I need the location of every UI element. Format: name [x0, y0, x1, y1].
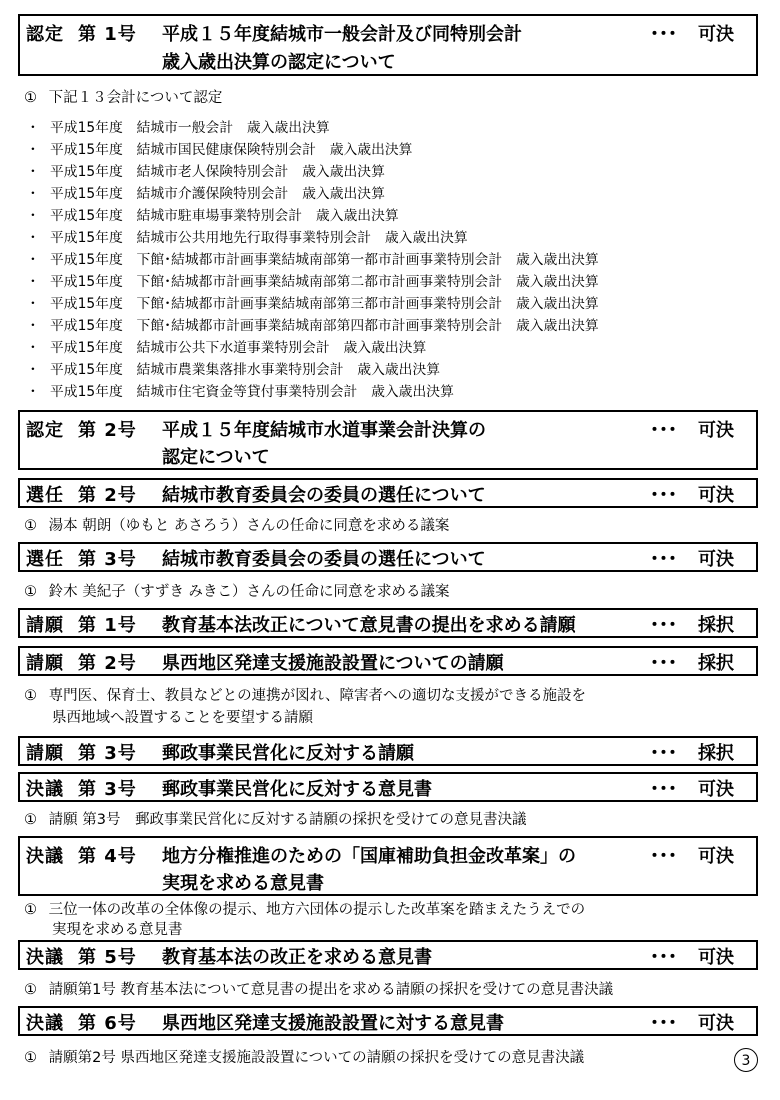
account-item — [26, 182, 385, 202]
account-text: 平成15年度 結城市国民健康保険特別会計 歳入歳出決算 — [50, 142, 413, 158]
item-number: 第 3号 — [78, 549, 137, 570]
bullet-icon: ・ — [26, 120, 40, 136]
note-text: 下記１３会計について認定 — [48, 90, 223, 106]
item-header-ketsugi-3 — [18, 772, 758, 802]
circled-one-icon: ① — [24, 902, 37, 918]
item-kind: 請願 — [26, 653, 64, 674]
account-text: 平成15年度 下館･結城都市計画事業結城南部第一都市計画事業特別会計 歳入歳出決算 — [50, 252, 599, 268]
bullet-icon: ・ — [26, 142, 40, 158]
note-text: 実現を求める意見書 — [52, 922, 183, 938]
note-continued — [52, 706, 313, 727]
item-result: 可決 — [698, 1013, 734, 1034]
note-text: 請願第1号 教育基本法について意見書の提出を求める請願の採択を受けての意見書決議 — [48, 982, 614, 998]
note — [24, 808, 526, 829]
item-dots: ･･･ — [650, 24, 677, 45]
note-continued — [52, 918, 183, 939]
item-number: 第 4号 — [78, 846, 137, 867]
account-item — [26, 160, 385, 180]
item-number: 第 3号 — [78, 743, 137, 764]
note-text: 県西地域へ設置することを要望する請願 — [52, 710, 313, 726]
account-text: 平成15年度 下館･結城都市計画事業結城南部第四都市計画事業特別会計 歳入歳出決算 — [50, 318, 599, 334]
item-result: 可決 — [698, 779, 734, 800]
item-header-nintei-2 — [18, 410, 758, 470]
item-result: 可決 — [698, 24, 734, 45]
item-title: 教育基本法の改正を求める意見書 — [162, 947, 432, 968]
account-text: 平成15年度 結城市住宅資金等貸付事業特別会計 歳入歳出決算 — [50, 384, 454, 400]
circled-one-icon: ① — [24, 812, 37, 828]
item-header-seigan-3 — [18, 736, 758, 766]
item-dots: ･･･ — [650, 743, 677, 764]
item-title: 郵政事業民営化に反対する請願 — [162, 743, 414, 764]
account-text: 平成15年度 下館･結城都市計画事業結城南部第二都市計画事業特別会計 歳入歳出決算 — [50, 274, 599, 290]
item-title: 県西地区発達支援施設設置に対する意見書 — [162, 1013, 504, 1034]
account-item — [26, 314, 599, 334]
note — [24, 514, 449, 535]
bullet-icon: ・ — [26, 164, 40, 180]
item-title-line2: 実現を求める意見書 — [162, 873, 324, 894]
item-header-ninteil-1 — [18, 14, 758, 76]
note — [24, 978, 613, 999]
item-kind: 認定 — [26, 24, 64, 45]
item-title: 結城市教育委員会の委員の選任について — [162, 549, 486, 570]
item-kind: 決議 — [26, 779, 64, 800]
item-title-line2: 認定について — [162, 447, 270, 468]
account-item — [26, 226, 468, 246]
item-number: 第 2号 — [78, 485, 137, 506]
item-result: 採択 — [698, 653, 734, 674]
account-item — [26, 336, 426, 356]
item-kind: 選任 — [26, 549, 64, 570]
item-header-ketsugi-5 — [18, 940, 758, 970]
item-title-line2: 歳入歳出決算の認定について — [162, 52, 396, 73]
circled-one-icon: ① — [24, 1050, 37, 1066]
account-item — [26, 270, 599, 290]
note — [24, 580, 449, 601]
note-text: 三位一体の改革の全体像の提示、地方六団体の提示した改革案を踏まえたうえでの — [48, 902, 586, 918]
circled-one-icon: ① — [24, 518, 37, 534]
account-text: 平成15年度 結城市駐車場事業特別会計 歳入歳出決算 — [50, 208, 399, 224]
item-result: 可決 — [698, 947, 734, 968]
item-title: 結城市教育委員会の委員の選任について — [162, 485, 486, 506]
item-dots: ･･･ — [650, 846, 677, 867]
account-text: 平成15年度 結城市農業集落排水事業特別会計 歳入歳出決算 — [50, 362, 441, 378]
note-text: 請願 第3号 郵政事業民営化に反対する請願の採択を受けての意見書決議 — [48, 812, 527, 828]
bullet-icon: ・ — [26, 296, 40, 312]
bullet-icon: ・ — [26, 186, 40, 202]
bullet-icon: ・ — [26, 340, 40, 356]
bullet-icon: ・ — [26, 230, 40, 246]
item-title: 平成１５年度結城市水道事業会計決算の — [162, 420, 486, 441]
item-number: 第 6号 — [78, 1013, 137, 1034]
account-item — [26, 358, 440, 378]
item-header-ketsugi-6 — [18, 1006, 758, 1036]
bullet-icon: ・ — [26, 318, 40, 334]
item-header-seigan-1 — [18, 608, 758, 638]
account-text: 平成15年度 結城市公共用地先行取得事業特別会計 歳入歳出決算 — [50, 230, 468, 246]
account-item — [26, 248, 599, 268]
item-number: 第 3号 — [78, 779, 137, 800]
item-dots: ･･･ — [650, 485, 677, 506]
item-header-sennin-2 — [18, 478, 758, 508]
item-header-seigan-2 — [18, 646, 758, 676]
item-title: 郵政事業民営化に反対する意見書 — [162, 779, 432, 800]
circled-one-icon: ① — [24, 688, 37, 704]
item-dots: ･･･ — [650, 615, 677, 636]
item-result: 採択 — [698, 615, 734, 636]
item-result: 可決 — [698, 549, 734, 570]
note-text: 請願第2号 県西地区発達支援施設設置についての請願の採択を受けての意見書決議 — [48, 1050, 585, 1066]
note — [24, 898, 585, 919]
item-header-ketsugi-4 — [18, 836, 758, 896]
account-text: 平成15年度 結城市公共下水道事業特別会計 歳入歳出決算 — [50, 340, 427, 356]
account-text: 平成15年度 結城市介護保険特別会計 歳入歳出決算 — [50, 186, 385, 202]
account-item — [26, 380, 454, 400]
note-text: 湯本 朝朗（ゆもと あさろう）さんの任命に同意を求める議案 — [48, 518, 450, 534]
account-item — [26, 138, 412, 158]
item-result: 可決 — [698, 485, 734, 506]
item-dots: ･･･ — [650, 779, 677, 800]
item-title: 地方分権推進のための「国庫補助負担金改革案」の — [162, 846, 576, 867]
account-text: 平成15年度 結城市一般会計 歳入歳出決算 — [50, 120, 330, 136]
item-kind: 決議 — [26, 1013, 64, 1034]
item-number: 第 2号 — [78, 420, 137, 441]
item-result: 可決 — [698, 420, 734, 441]
item-number: 第 1号 — [78, 24, 137, 45]
bullet-icon: ・ — [26, 274, 40, 290]
item-kind: 決議 — [26, 947, 64, 968]
account-item — [26, 116, 330, 136]
item-title: 教育基本法改正について意見書の提出を求める請願 — [162, 615, 576, 636]
item-kind: 請願 — [26, 615, 64, 636]
bullet-icon: ・ — [26, 362, 40, 378]
note — [24, 86, 222, 107]
bullet-icon: ・ — [26, 208, 40, 224]
item-number: 第 2号 — [78, 653, 137, 674]
item-number: 第 5号 — [78, 947, 137, 968]
note — [24, 1046, 584, 1067]
item-dots: ･･･ — [650, 947, 677, 968]
note-text: 専門医、保育士、教員などとの連携が図れ、障害者への適切な支援ができる施設を — [48, 688, 586, 704]
item-title: 平成１５年度結城市一般会計及び同特別会計 — [162, 24, 522, 45]
circled-one-icon: ① — [24, 982, 37, 998]
note — [24, 684, 586, 705]
item-header-sennin-3 — [18, 542, 758, 572]
item-dots: ･･･ — [650, 420, 677, 441]
item-dots: ･･･ — [650, 653, 677, 674]
item-title: 県西地区発達支援施設設置についての請願 — [162, 653, 504, 674]
item-kind: 決議 — [26, 846, 64, 867]
account-item — [26, 292, 599, 312]
bullet-icon: ・ — [26, 384, 40, 400]
item-dots: ･･･ — [650, 549, 677, 570]
note-text: 鈴木 美紀子（すずき みきこ）さんの任命に同意を求める議案 — [48, 584, 450, 600]
page-number: 3 — [734, 1048, 758, 1072]
circled-one-icon: ① — [24, 584, 37, 600]
item-kind: 選任 — [26, 485, 64, 506]
item-result: 可決 — [698, 846, 734, 867]
bullet-icon: ・ — [26, 252, 40, 268]
item-kind: 認定 — [26, 420, 64, 441]
account-text: 平成15年度 下館･結城都市計画事業結城南部第三都市計画事業特別会計 歳入歳出決算 — [50, 296, 599, 312]
item-number: 第 1号 — [78, 615, 137, 636]
item-kind: 請願 — [26, 743, 64, 764]
account-text: 平成15年度 結城市老人保険特別会計 歳入歳出決算 — [50, 164, 385, 180]
circled-one-icon: ① — [24, 90, 37, 106]
account-item — [26, 204, 399, 224]
item-dots: ･･･ — [650, 1013, 677, 1034]
item-result: 採択 — [698, 743, 734, 764]
